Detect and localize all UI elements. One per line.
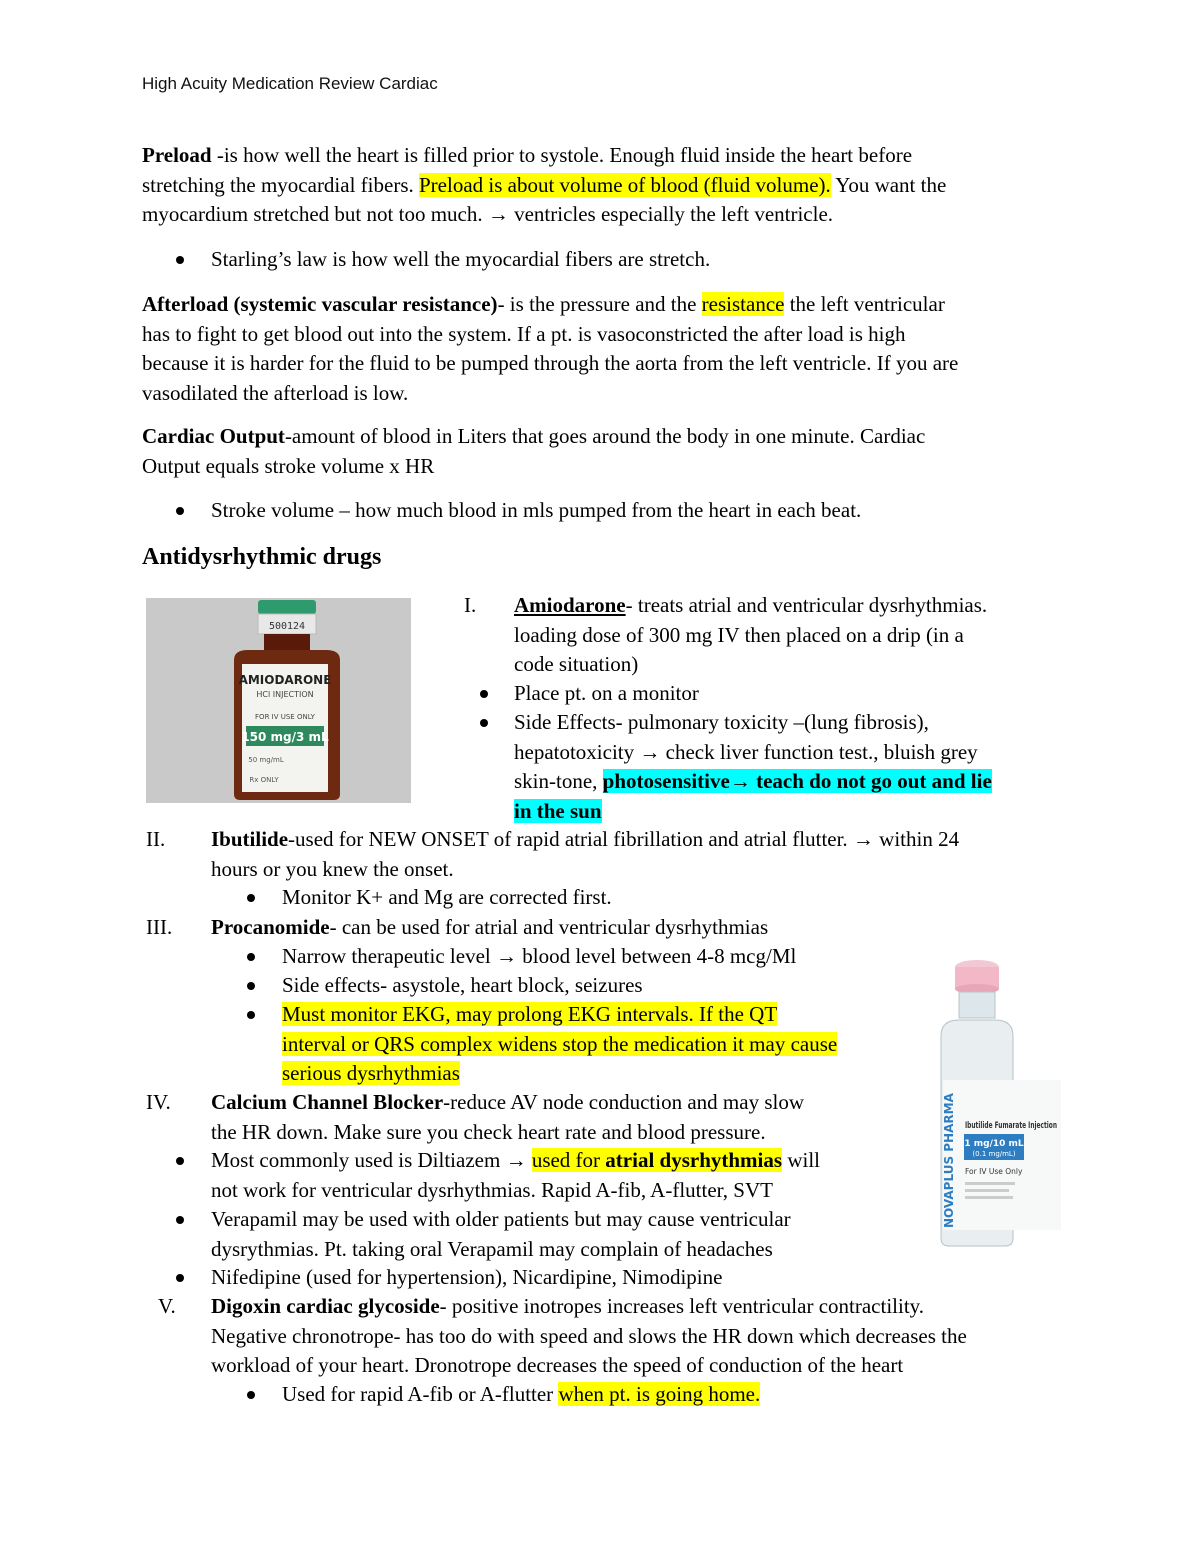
bullet-icon <box>176 1274 184 1282</box>
bullet-icon <box>247 894 255 902</box>
arrow-icon: → <box>487 202 509 226</box>
afterload-line-4: vasodilated the afterload is low. <box>142 380 409 405</box>
roman-numeral-4: IV. <box>146 1090 171 1114</box>
arrow-icon: → <box>639 739 661 764</box>
verapamil-text-1: Verapamil may be used with older patients but may cause ventricular <box>211 1207 791 1231</box>
page-header: High Acuity Medication Review Cardiac <box>142 74 438 93</box>
afterload-line-3: because it is harder for the fluid to be pumped through the aorta from the left ventricle. If you are <box>142 351 959 375</box>
ccb-line-1: -reduce AV node conduction and may slow <box>443 1090 804 1114</box>
bullet-icon <box>247 982 255 990</box>
digoxin-line-2: Negative chronotrope- has too do with speed and slows the HR down which decreases the <box>211 1323 967 1348</box>
preload-text-4: myocardium stretched but not too much. <box>142 202 488 226</box>
ccb-name: Calcium Channel Blocker <box>211 1090 444 1114</box>
amiodarone-line-1: - treats atrial and ventricular dysrhythmias. <box>625 593 988 617</box>
cardiac-output-text-1: -amount of blood in Liters that goes around the body in one minute. Cardiac <box>284 424 926 448</box>
bottle-code: 500124 <box>268 621 306 632</box>
procanomide-bullet-2: Side effects- asystole, heart block, seizures <box>282 973 643 997</box>
bottle-dose: 150 mg/3 mL <box>241 730 329 744</box>
amiodarone-name: Amiodarone <box>514 593 626 617</box>
roman-numeral-2: II. <box>146 827 166 851</box>
amiodarone-bottle-illustration <box>146 598 411 803</box>
photosensitive-highlight-2: in the sun <box>514 798 602 823</box>
amiodarone-line-2: loading dose of 300 mg IV then placed on a drip (in a <box>514 622 964 647</box>
cardiac-output-paragraph <box>142 422 1067 481</box>
bullet-icon <box>176 256 184 264</box>
vial-use: For IV Use Only <box>965 1167 1023 1176</box>
procanomide-bullet-1: Narrow therapeutic level → blood level between 4-8 mcg/Ml <box>282 944 797 968</box>
procanomide-block <box>211 913 911 943</box>
bullet-icon <box>176 507 184 515</box>
bottle-rx: Rx ONLY <box>249 776 279 784</box>
bullet-icon <box>176 1157 184 1165</box>
amiodarone-side-effects-1: Side Effects- pulmonary toxicity –(lung fibrosis), <box>514 710 929 734</box>
afterload-paragraph <box>142 290 1067 408</box>
digoxin-line-1: - positive inotropes increases left ventricular contractility. <box>439 1294 925 1318</box>
ibutilide-vial-illustration <box>935 958 1060 1248</box>
diltiazem-highlight-text: used for <box>531 1148 606 1172</box>
afterload-highlight: resistance <box>701 292 785 316</box>
ibutilide-vial-image <box>935 958 1060 1248</box>
cardiac-output-line-2: Output equals stroke volume x HR <box>142 453 435 478</box>
preload-paragraph <box>142 141 1067 230</box>
bottle-brand: AMIODARONE <box>238 673 332 687</box>
amiodarone-side-effects-2: hepatotoxicity <box>514 739 640 764</box>
roman-numeral-3: III. <box>146 915 173 939</box>
ccb-bullet-3: Nifedipine (used for hypertension), Nicardipine, Nimodipine <box>211 1265 723 1289</box>
verapamil-text-2: dysrythmias. Pt. taking oral Verapamil may complain of headaches <box>211 1236 773 1261</box>
digoxin-block <box>211 1292 1081 1381</box>
ccb-bullet-1 <box>211 1146 911 1205</box>
amiodarone-block <box>514 591 1074 680</box>
procanomide-line-1: - can be used for atrial and ventricular dysrhythmias <box>329 915 769 939</box>
ibutilide-line-2: hours or you knew the onset. <box>211 856 454 881</box>
bullet-icon <box>480 719 488 727</box>
roman-numeral-1: I. <box>464 593 477 617</box>
ekg-highlight-3: serious dysrhythmias <box>282 1061 460 1085</box>
photosensitive-highlight-1: photosensitive→ teach do not go out and lie <box>602 769 992 793</box>
ccb-block <box>211 1088 911 1147</box>
bullet-icon <box>247 1391 255 1399</box>
afterload-term: Afterload (systemic vascular resistance) <box>142 292 498 316</box>
ibutilide-line-1: -used for NEW ONSET of rapid atrial fibrillation and atrial flutter. → within 24 <box>288 827 960 851</box>
bottle-conc: 50 mg/mL <box>248 756 284 764</box>
amiodarone-bullet-2 <box>514 708 1074 826</box>
bullet-icon <box>176 1216 184 1224</box>
bottle-sub: HCl INJECTION <box>256 690 314 699</box>
bullet-icon <box>247 953 255 961</box>
amiodarone-line-3: code situation) <box>514 652 639 676</box>
diltiazem-text-2: will <box>782 1148 820 1172</box>
ekg-highlight-2: interval or QRS complex widens stop the medication it may cause <box>282 1031 838 1056</box>
preload-term: Preload <box>142 143 212 167</box>
stroke-volume-bullet: Stroke volume – how much blood in mls pumped from the heart in each beat. <box>211 498 862 522</box>
section-heading: Antidysrhythmic drugs <box>142 544 382 570</box>
digoxin-line-3: workload of your heart. Dronotrope decreases the speed of conduction of the heart <box>211 1353 904 1377</box>
ekg-highlight-1: Must monitor EKG, may prolong EKG intervals. If the QT <box>282 1002 778 1026</box>
ibutilide-name: Ibutilide <box>211 827 289 851</box>
preload-text-2: stretching the myocardial fibers. <box>142 172 419 197</box>
amiodarone-bottle-image <box>146 598 411 803</box>
starling-bullet: Starling’s law is how well the myocardial fibers are stretch. <box>211 247 711 271</box>
procanomide-bullet-3 <box>282 1000 922 1089</box>
bullet-icon <box>247 1011 255 1019</box>
diltiazem-highlight <box>532 1148 782 1172</box>
vial-conc: (0.1 mg/mL) <box>972 1150 1016 1158</box>
preload-text-1: -is how well the heart is filled prior to systole. Enough fluid inside the heart before <box>211 143 913 167</box>
vial-dose: 1 mg/10 mL <box>964 1139 1024 1149</box>
ccb-line-2: the HR down. Make sure you check heart rate and blood pressure. <box>211 1119 766 1144</box>
digoxin-bullet-text: Used for rapid A-fib or A-flutter <box>282 1382 559 1406</box>
digoxin-bullet-1 <box>282 1380 760 1410</box>
ccb-bullet-2 <box>211 1205 911 1264</box>
ibutilide-block <box>211 825 1071 884</box>
afterload-text-2: the left ventricular <box>784 292 945 316</box>
preload-text-5: ventricles especially the left ventricle. <box>508 202 834 226</box>
procanomide-name: Procanomide <box>211 915 330 939</box>
arrow-icon: → <box>505 1148 527 1172</box>
vial-name: Ibutilide Fumarate Injection <box>965 1121 1057 1131</box>
diltiazem-highlight-bold: atrial dysrhythmias <box>605 1148 783 1172</box>
ibutilide-bullet-1: Monitor K+ and Mg are corrected first. <box>282 885 612 909</box>
preload-text-3: You want the <box>830 172 947 197</box>
afterload-line-2: has to fight to get blood out into the system. If a pt. is vasoconstricted the after load is high <box>142 321 906 346</box>
cardiac-output-term: Cardiac Output <box>142 424 285 448</box>
amiodarone-side-effects-4: skin-tone, <box>514 769 603 793</box>
diltiazem-text-3: not work for ventricular dysrhythmias. Rapid A-fib, A-flutter, SVT <box>211 1177 773 1202</box>
bottle-use: FOR IV USE ONLY <box>255 713 315 721</box>
digoxin-name: Digoxin cardiac glycoside <box>211 1294 440 1318</box>
bullet-icon <box>480 690 488 698</box>
digoxin-highlight: when pt. is going home. <box>558 1382 761 1406</box>
preload-highlight: Preload is about volume of blood (fluid volume). <box>419 172 831 197</box>
amiodarone-bullet-1: Place pt. on a monitor <box>514 681 699 705</box>
roman-numeral-5: V. <box>158 1294 176 1318</box>
afterload-text-1: - is the pressure and the <box>497 292 702 316</box>
vial-brand: NOVAPLUS PHARMA <box>942 1093 956 1228</box>
diltiazem-text: Most commonly used is Diltiazem <box>211 1148 506 1172</box>
amiodarone-side-effects-3: check liver function test., bluish grey <box>660 739 978 764</box>
